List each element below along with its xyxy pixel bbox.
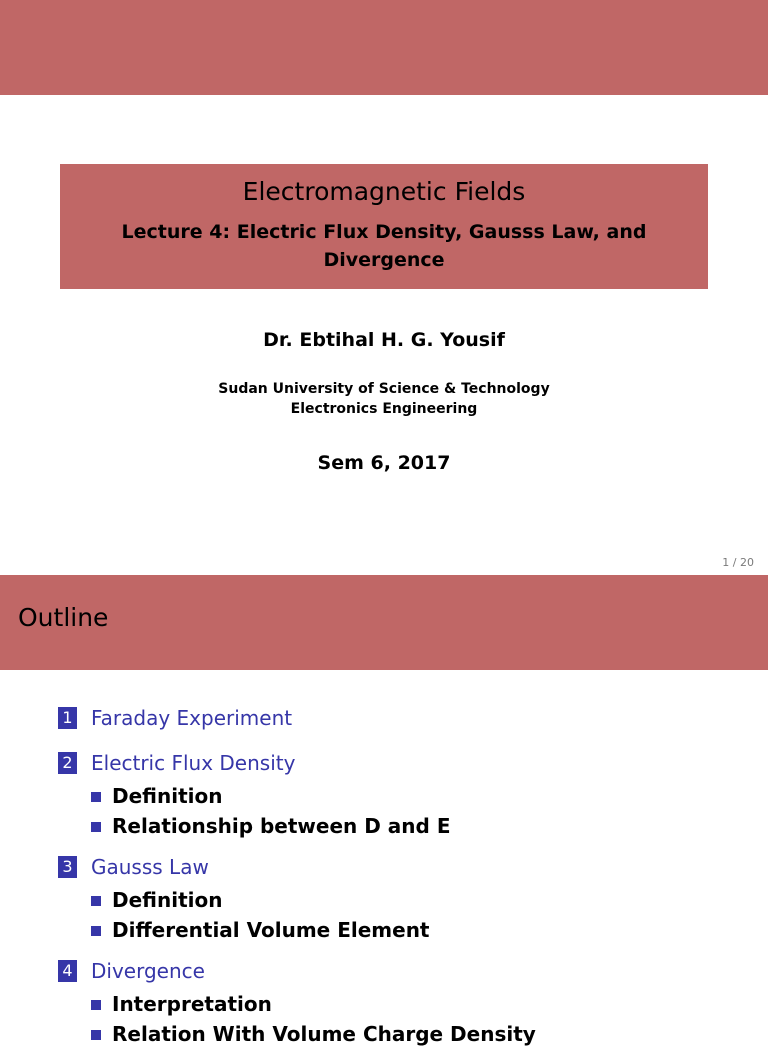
outline-section[interactable] xyxy=(58,854,758,884)
outline-subsection[interactable] xyxy=(58,780,758,810)
subsection-link[interactable]: Definition xyxy=(112,888,223,912)
section-link[interactable]: Faraday Experiment xyxy=(91,706,293,730)
outline-subsection[interactable] xyxy=(58,988,758,1018)
presentation-title: Electromagnetic Fields xyxy=(242,177,526,206)
outline-section[interactable] xyxy=(58,750,758,780)
square-bullet-icon xyxy=(91,896,101,906)
outline-subsection[interactable] xyxy=(58,914,758,944)
presentation-date: Sem 6, 2017 xyxy=(317,452,451,474)
subsection-link[interactable]: Relationship between D and E xyxy=(112,814,451,838)
square-bullet-icon xyxy=(91,1000,101,1010)
institution-line-2: Electronics Engineering xyxy=(290,401,478,417)
subsection-link[interactable]: Definition xyxy=(112,784,223,808)
title-box xyxy=(60,164,708,289)
page-number: 1 / 20 xyxy=(722,556,754,569)
square-bullet-icon xyxy=(91,792,101,802)
frame-title-band xyxy=(0,575,768,670)
lecture-subtitle: Lecture 4: Electric Flux Density, Gausss Law, and Divergence xyxy=(121,221,647,271)
outline-subsection[interactable] xyxy=(58,810,758,840)
square-bullet-icon xyxy=(91,822,101,832)
outline-subsection[interactable] xyxy=(58,884,758,914)
author-name: Dr. Ebtihal H. G. Yousif xyxy=(263,329,505,351)
section-link[interactable]: Electric Flux Density xyxy=(91,751,296,775)
header-band xyxy=(0,0,768,95)
subsection-link[interactable]: Differential Volume Element xyxy=(112,918,430,942)
square-bullet-icon xyxy=(91,926,101,936)
institution xyxy=(0,379,768,419)
institution-line-1: Sudan University of Science & Technology xyxy=(218,381,550,397)
section-number: 2 xyxy=(58,752,77,774)
outline-list xyxy=(58,705,758,1048)
outline-section[interactable] xyxy=(58,958,758,988)
section-number: 1 xyxy=(58,707,77,729)
subsection-link[interactable]: Interpretation xyxy=(112,992,272,1016)
square-bullet-icon xyxy=(91,1030,101,1040)
outline-subsection[interactable] xyxy=(58,1018,758,1048)
frame-title: Outline xyxy=(18,603,109,632)
outline-slide xyxy=(0,575,768,1046)
subsection-link[interactable]: Relation With Volume Charge Density xyxy=(112,1022,536,1046)
section-link[interactable]: Gausss Law xyxy=(91,855,209,879)
section-number: 4 xyxy=(58,960,77,982)
section-number: 3 xyxy=(58,856,77,878)
section-link[interactable]: Divergence xyxy=(91,959,205,983)
outline-section[interactable] xyxy=(58,705,758,735)
